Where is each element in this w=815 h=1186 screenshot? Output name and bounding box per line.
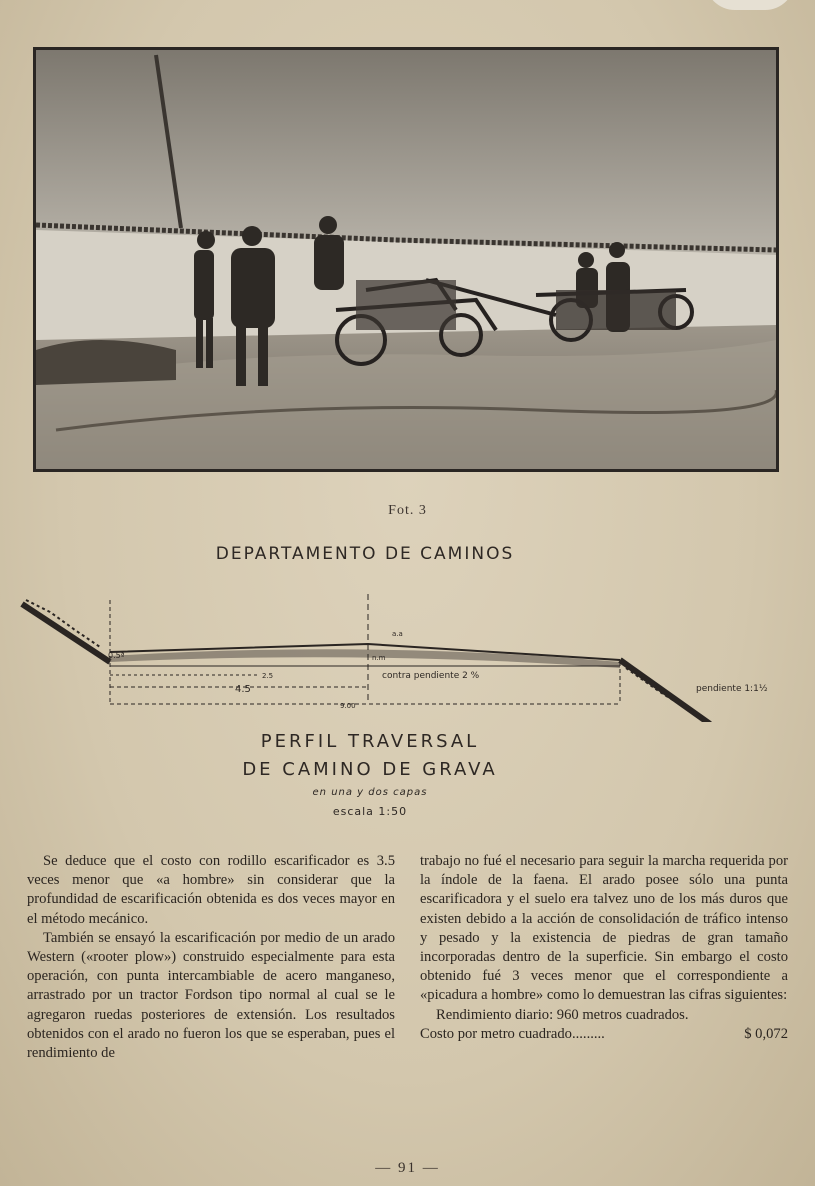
photo-illustration <box>36 50 776 469</box>
cost-label: Costo por metro cuadrado......... <box>420 1025 605 1042</box>
paragraph: Rendimiento diario: 960 metros cuadrados. <box>436 1006 689 1023</box>
label-width-left: 4.5 <box>235 684 251 695</box>
label-left-edge: 0.5ª <box>108 651 125 660</box>
gravel-layer <box>110 649 620 668</box>
photo-caption: Fot. 3 <box>388 503 427 518</box>
label-bottom: 9.00 <box>340 702 356 710</box>
cost-value: $ 0,072 <box>744 1025 788 1042</box>
label-center-top: a.a <box>392 630 403 638</box>
profile-scale: escala 1:50 <box>332 805 408 818</box>
road-cross-section-drawing <box>20 592 790 722</box>
cost-line <box>420 1025 788 1044</box>
paragraph: También se ensayó la escarificación por medio de un arado Western («rooter plow») construido especialmente para esta operación, con punta intercambiable de acero manganeso, arrastrado por un tractor Fordson tipo normal al cual se le agregaron ruedas posteriores de extensión. Los resultados obtenidos con el arado no fueron los que se esperaban, pues el rendimiento de <box>27 929 395 1062</box>
label-center-small: n.m <box>372 654 386 662</box>
cross-section-svg <box>20 592 790 722</box>
profile-title-line2: DE CAMINO DE GRAVA <box>242 759 498 780</box>
drawing-header: DEPARTAMENTO DE CAMINOS <box>215 544 515 564</box>
label-slope-center: contra pendiente 2 % <box>382 671 480 681</box>
scan-artifact <box>705 0 795 10</box>
page-number: — 91 — <box>375 1160 440 1176</box>
paragraph: Se deduce que el costo con rodillo escarificador es 3.5 veces menor que «a hombre» sin considerar que la profundidad de escarificación obtenida es dos veces mayor en el método mecánico. <box>27 853 395 927</box>
paragraph: trabajo no fué el necesario para seguir la marcha requerida por la índole de la faena. El arado posee sólo una punta escarificadora y el suelo era talvez uno de los más duros que existen debido a la acción de consolidación de tráfico intenso y pesado y la existencia de piedras de gran tamaño incorporadas dentro de la superficie. Sin embargo el costo obtenido fué 3 veces menor que el correspondiente a «picadura a hombre» como lo demuestran las cifras siguientes: <box>420 853 788 1004</box>
road-work-photo <box>33 47 779 472</box>
left-slope <box>22 604 110 662</box>
text-column-right <box>420 852 788 1044</box>
profile-title-line1: PERFIL TRAVERSAL <box>260 731 480 752</box>
profile-subtitle: en una y dos capas <box>312 787 428 798</box>
label-width-small: 2.5 <box>262 672 274 680</box>
text-column-left <box>27 852 395 1063</box>
label-slope-right: pendiente 1:1½ <box>696 684 768 694</box>
